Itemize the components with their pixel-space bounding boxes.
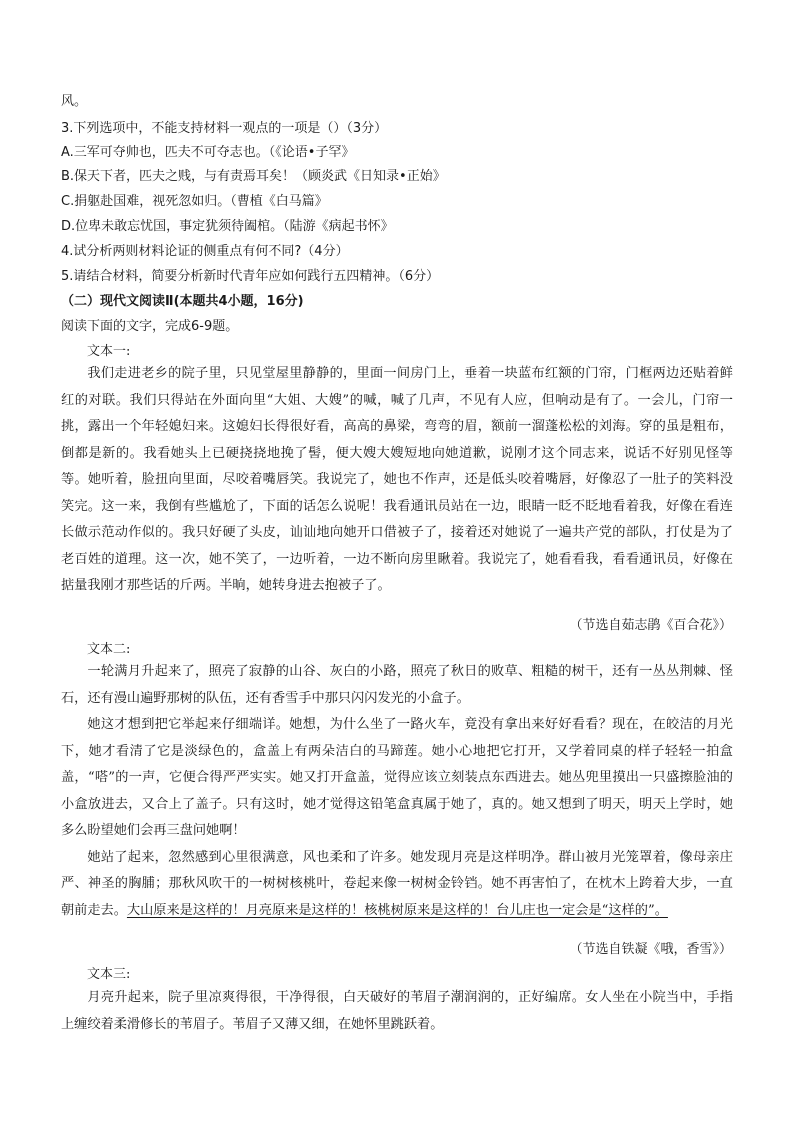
question-5: 5.请结合材料，简要分析新时代青年应如何践行五四精神。（6分）: [61, 269, 440, 284]
option-c: C.捐躯赴国难，视死忽如归。（曹植《白马篇》: [61, 194, 328, 209]
text1-body: [61, 361, 733, 600]
text1-source: （节选自茹志鹃《百合花》）: [569, 618, 732, 633]
option-b: B.保天下者，匹夫之贱，与有责焉耳矣！（顾炎武《日知录•正始》: [61, 169, 446, 184]
text2-body: [61, 659, 733, 924]
text2-paragraph-3: [61, 845, 733, 925]
text2-label: 文本二:: [87, 642, 131, 657]
text3-label: 文本三:: [87, 967, 131, 982]
question-4: 4.试分析两则材料论证的侧重点有何不同?（4分）: [61, 244, 349, 259]
option-a: A.三军可夺帅也，匹夫不可夺志也。（《论语•子罕》: [61, 145, 355, 160]
text2-paragraph-3-text: 她站了起来，忽然感到心里很满意，风也柔和了许多。她发现月亮是这样明净。群山被月光笼罩着，像母亲庄严、神圣的胸脯；那秋风吹干的一树树核桃叶，卷起来像一树树金铃铛。她不再害怕了，在枕木上跨着大步，一直朝前走去。: [61, 849, 733, 918]
top-fragment: 风。: [61, 94, 88, 109]
text2-paragraph-2: 她这才想到把它举起来仔细端详。她想，为什么坐了一路火车，竟没有拿出来好好看看？现在，在皎洁的月光下，她才看清了它是淡绿色的，盒盖上有两朵洁白的马蹄莲。她小心地把它打开，又学着同桌的样子轻轻一拍盒盖，“嗒”的一声，它便合得严严实实。她又打开盒盖，觉得应该立刻装点东西进去。她丛兜里摸出一只盛擦脸油的小盒放进去，又合上了盖子。只有这时，她才觉得这铅笔盒真属于她了，真的。她又想到了明天，明天上学时，她多么盼望她们会再三盘问她啊！: [61, 717, 733, 838]
text3-body: [61, 985, 733, 1038]
text1-paragraph: 我们走进老乡的院子里，只见堂屋里静静的，里面一间房门上，垂着一块蓝布红额的门帘，门框两边还贴着鲜红的对联。我们只得站在外面向里“大姐、大嫂”的喊，喊了几声，不见有人应，但响动是有了。一会儿，门帘一挑，露出一个年轻媳妇来。这媳妇长得很好看，高高的鼻梁，弯弯的眉，额前一溜蓬松松的刘海。穿的虽是粗布，倒都是新的。我看她头上已硬挠挠地挽了髻，便大嫂大嫂短地向她道歉，说刚才这个同志来，说话不好别见怪等等。她听着，脸扭向里面，尽咬着嘴唇笑。我说完了，她也不作声，还是低头咬着嘴唇，好像忍了一肚子的笑料没笑完。这一来，我倒有些尴尬了，下面的话怎么说呢！我看通讯员站在一边，眼睛一眨不眨地看着我，好像在看连长做示范动作似的。我只好硬了头皮，讪讪地向她开口借被子了，接着还对她说了一遍共产党的部队，打仗是为了老百姓的道理。这一次，她不笑了，一边听着，一边不断向房里瞅着。我说完了，她看看我，看看通讯员，好像在掂量我刚才那些话的斤两。半晌，她转身进去抱被子了。: [61, 366, 733, 593]
text2-source: （节选自铁凝《哦，香雪》）: [569, 942, 732, 957]
option-d: D.位卑未敢忘忧国，事定犹须待阖棺。（陆游《病起书怀》: [61, 219, 394, 234]
text3-paragraph: 月亮升起来，院子里凉爽得很，干净得很，白天破好的苇眉子潮润润的，正好编席。女人坐在小院当中，手指上缠绞着柔滑修长的苇眉子。苇眉子又薄又细，在她怀里跳跃着。: [61, 990, 733, 1032]
question-3: 3.下列选项中，不能支持材料一观点的一项是（）（3分）: [61, 121, 388, 136]
text1-label: 文本一:: [87, 344, 131, 359]
section-instruction: 阅读下面的文字，完成6-9题。: [61, 319, 239, 334]
text2-paragraph-1: 一轮满月升起来了，照亮了寂静的山谷、灰白的小路，照亮了秋日的败草、粗糙的树干，还有一丛丛荆棘、怪石，还有漫山遍野那树的队伍，还有香雪手中那只闪闪发光的小盒子。: [61, 664, 733, 706]
underlined-passage: 大山原来是这样的！月亮原来是这样的！核桃树原来是这样的！台儿庄也一定会是“这样的”。: [126, 902, 668, 918]
section-heading: （二）现代文阅读Ⅱ(本题共4小题，16分): [61, 294, 304, 309]
